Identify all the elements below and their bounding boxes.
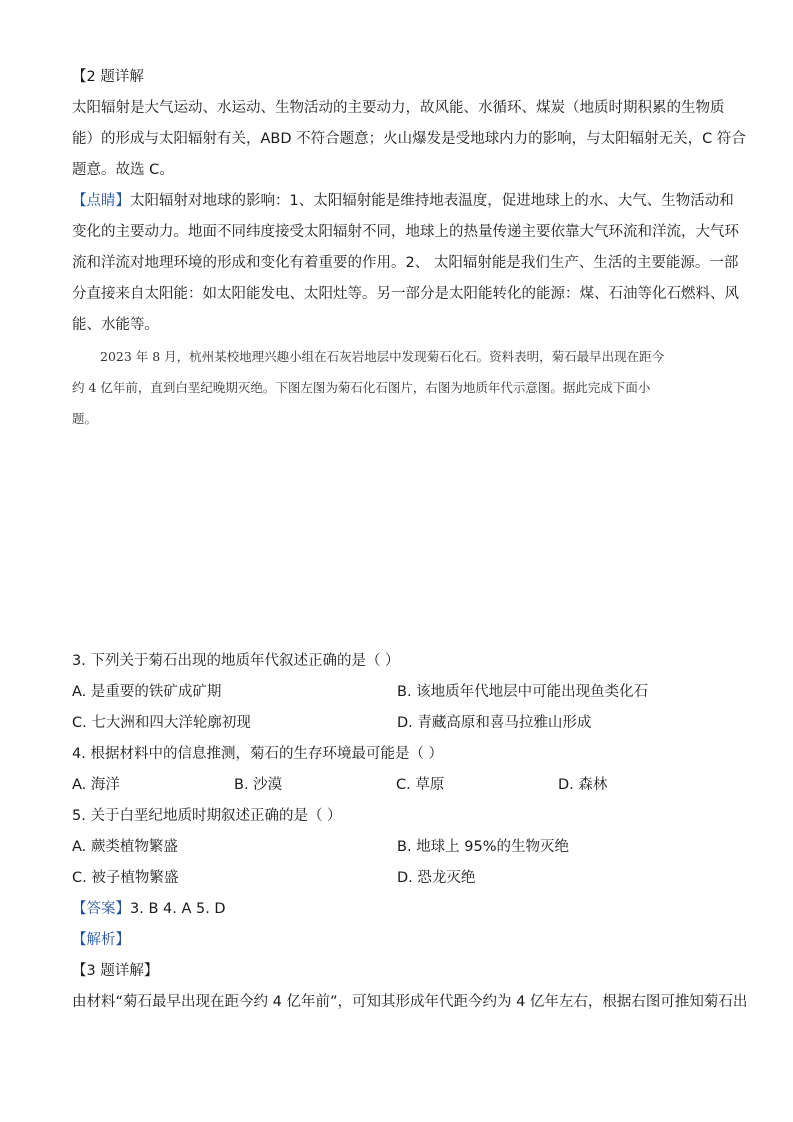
explain-3-header: 【3 题详解】 xyxy=(72,963,159,979)
question-4-option-a: A. 海洋 xyxy=(72,777,120,793)
question-3-option-a: A. 是重要的铁矿成矿期 xyxy=(72,684,222,700)
explain-2-line-2: 能）的形成与太阳辐射有关，ABD 不符合题意；火山爆发是受地球内力的影响，与太阳辐射无关，C 符合 xyxy=(72,131,746,147)
point-line-3: 流和洋流对地理环境的形成和变化有着重要的作用。2、 太阳辐射能是我们生产、生活的主要能源。一部 xyxy=(72,255,739,271)
explain-2-header: 【2 题详解 xyxy=(72,69,144,85)
question-4-options-row xyxy=(72,770,722,801)
question-5-option-c: C. 被子植物繁盛 xyxy=(72,870,179,886)
material-line-2: 约 4 亿年前，直到白垩纪晚期灭绝。下图左图为菊石化石图片，右图为地质年代示意图。据此完成下面小 xyxy=(72,380,651,395)
answer-header: 【答案】 xyxy=(72,901,130,917)
analysis-header: 【解析】 xyxy=(72,932,130,948)
point-header: 【点睛】 xyxy=(72,193,130,209)
question-5-options-row-2 xyxy=(72,863,722,894)
question-3-option-b: B. 该地质年代地层中可能出现鱼类化石 xyxy=(397,684,649,700)
explain-3-line-1: 由材料“菊石最早出现在距今约 4 亿年前”，可知其形成年代距今约为 4 亿年左右，根据右图可推知菊石出 xyxy=(72,994,748,1010)
question-5-stem: 5. 关于白垩纪地质时期叙述正确的是（ ） xyxy=(72,808,342,824)
point-line-2: 变化的主要动力。地面不同纬度接受太阳辐射不同，地球上的热量传递主要依靠大气环流和洋流，大气环 xyxy=(72,224,739,240)
question-4-stem: 4. 根据材料中的信息推测，菊石的生存环境最可能是（ ） xyxy=(72,746,444,762)
explain-2-line-1: 太阳辐射是大气运动、水运动、生物活动的主要动力，故风能、水循环、煤炭（地质时期积累的生物质 xyxy=(72,100,725,116)
question-3-option-d: D. 青藏高原和喜马拉雅山形成 xyxy=(397,715,592,731)
question-5-option-b: B. 地球上 95%的生物灭绝 xyxy=(397,839,570,855)
question-5-option-a: A. 蕨类植物繁盛 xyxy=(72,839,178,855)
question-3-options-row-2 xyxy=(72,708,722,739)
explain-2-line-3: 题意。故选 C。 xyxy=(72,162,174,178)
question-3-options-row-1 xyxy=(72,677,722,708)
figure-placeholder xyxy=(72,434,722,646)
answer-text: 3. B 4. A 5. D xyxy=(130,901,226,917)
question-5-option-d: D. 恐龙灭绝 xyxy=(397,870,476,886)
point-line-5: 能、水能等。 xyxy=(72,317,159,333)
question-5-options-row-1 xyxy=(72,832,722,863)
question-4-option-b: B. 沙漠 xyxy=(234,777,283,793)
answer-line xyxy=(72,894,722,925)
question-3-stem: 3. 下列关于菊石出现的地质年代叙述正确的是（ ） xyxy=(72,653,400,669)
point-line-4: 分直接来自太阳能：如太阳能发电、太阳灶等。另一部分是太阳能转化的能源：煤、石油等化石燃料、风 xyxy=(72,286,739,302)
material-line-1: 2023 年 8 月，杭州某校地理兴趣小组在石灰岩地层中发现菊石化石。资料表明，菊石最早出现在距今 xyxy=(100,349,665,364)
point-first-text: 太阳辐射对地球的影响：1、太阳辐射能是维持地表温度，促进地球上的水、大气、生物活动和 xyxy=(130,193,734,209)
point-first-line xyxy=(72,186,734,217)
question-4-option-c: C. 草原 xyxy=(396,777,445,793)
material-line-3: 题。 xyxy=(72,411,98,426)
document-page xyxy=(72,62,748,1018)
question-3-option-c: C. 七大洲和四大洋轮廓初现 xyxy=(72,715,251,731)
question-4-option-d: D. 森林 xyxy=(558,777,608,793)
